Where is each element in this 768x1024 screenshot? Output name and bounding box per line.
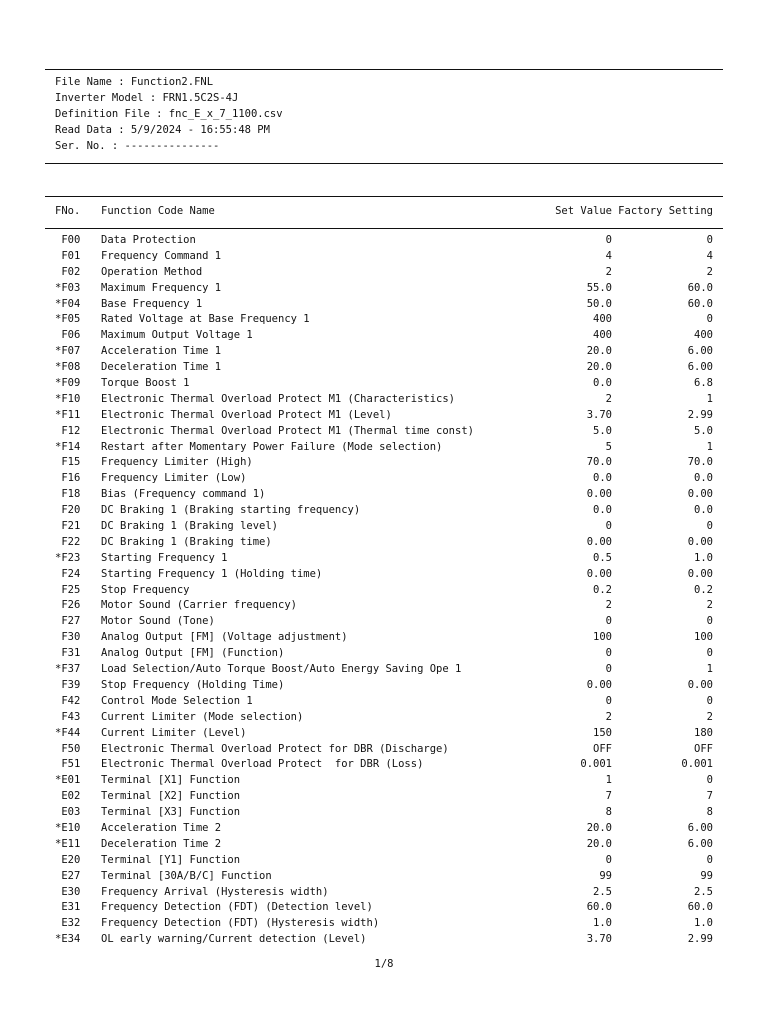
cell-function-name: Frequency Limiter (Low) bbox=[101, 472, 247, 485]
cell-factory-setting: 0.0 bbox=[694, 472, 713, 485]
cell-fno: *F09 bbox=[55, 377, 81, 390]
cell-set-value: 0 bbox=[605, 520, 612, 533]
cell-function-name: Analog Output [FM] (Voltage adjustment) bbox=[101, 631, 348, 644]
cell-function-name: Acceleration Time 1 bbox=[101, 345, 222, 358]
cell-fno: F42 bbox=[55, 694, 81, 707]
table-row bbox=[0, 344, 768, 360]
cell-function-name: Current Limiter (Mode selection) bbox=[101, 710, 304, 723]
cell-set-value: 150 bbox=[593, 726, 612, 739]
cell-fno: F31 bbox=[55, 647, 81, 660]
cell-set-value: 3.70 bbox=[586, 933, 612, 946]
cell-set-value: 0 bbox=[605, 647, 612, 660]
cell-function-name: DC Braking 1 (Braking time) bbox=[101, 535, 272, 548]
cell-factory-setting: 0 bbox=[706, 615, 713, 628]
cell-fno: F39 bbox=[55, 678, 81, 691]
table-row bbox=[0, 249, 768, 265]
table-row bbox=[0, 773, 768, 789]
cell-function-name: Restart after Momentary Power Failure (Mode selection) bbox=[101, 440, 443, 453]
file-name: File Name : Function2.FNL bbox=[55, 76, 214, 88]
cell-fno: F25 bbox=[55, 583, 81, 596]
cell-function-name: Torque Boost 1 bbox=[101, 377, 190, 390]
cell-fno: F43 bbox=[55, 710, 81, 723]
cell-set-value: 0 bbox=[605, 234, 612, 246]
cell-set-value: 20.0 bbox=[586, 361, 612, 374]
cell-function-name: Stop Frequency bbox=[101, 583, 190, 596]
cell-fno: F30 bbox=[55, 631, 81, 644]
table-row bbox=[0, 408, 768, 424]
cell-function-name: Electronic Thermal Overload Protect M1 (Level) bbox=[101, 408, 392, 421]
cell-factory-setting: 4 bbox=[706, 249, 713, 262]
cell-set-value: 0.00 bbox=[586, 488, 612, 501]
cell-fno: F02 bbox=[55, 265, 81, 278]
table-row bbox=[0, 312, 768, 328]
table-row bbox=[0, 789, 768, 805]
cell-factory-setting: 100 bbox=[694, 631, 713, 644]
table-row bbox=[0, 328, 768, 344]
cell-fno: E27 bbox=[55, 869, 81, 882]
table-row bbox=[0, 535, 768, 551]
cell-set-value: 3.70 bbox=[586, 408, 612, 421]
table-row bbox=[0, 551, 768, 567]
cell-function-name: Frequency Detection (FDT) (Detection level) bbox=[101, 901, 373, 914]
table-row bbox=[0, 455, 768, 471]
cell-set-value: 100 bbox=[593, 631, 612, 644]
table-row bbox=[0, 821, 768, 837]
cell-factory-setting: 70.0 bbox=[687, 456, 713, 469]
cell-fno: *F03 bbox=[55, 281, 81, 294]
cell-set-value: 0 bbox=[605, 663, 612, 676]
table-row bbox=[0, 471, 768, 487]
cell-factory-setting: 1 bbox=[706, 440, 713, 453]
table-row bbox=[0, 265, 768, 281]
cell-set-value: 4 bbox=[605, 249, 612, 262]
cell-factory-setting: 0.00 bbox=[687, 678, 713, 691]
cell-set-value: 0 bbox=[605, 853, 612, 866]
cell-fno: F50 bbox=[55, 742, 81, 755]
cell-function-name: Deceleration Time 2 bbox=[101, 837, 222, 850]
cell-factory-setting: 60.0 bbox=[687, 281, 713, 294]
cell-factory-setting: 6.8 bbox=[694, 377, 713, 390]
cell-fno: *F44 bbox=[55, 726, 81, 739]
table-row bbox=[0, 233, 768, 249]
cell-fno: F01 bbox=[55, 249, 81, 262]
cell-function-name: Electronic Thermal Overload Protect M1 (Characteristics) bbox=[101, 392, 456, 405]
cell-function-name: Load Selection/Auto Torque Boost/Auto Energy Saving Ope 1 bbox=[101, 663, 462, 676]
file-info-block bbox=[55, 75, 283, 154]
cell-factory-setting: 0 bbox=[706, 313, 713, 326]
cell-fno: *F23 bbox=[55, 551, 81, 564]
table-row bbox=[0, 424, 768, 440]
cell-function-name: Starting Frequency 1 (Holding time) bbox=[101, 567, 323, 580]
cell-set-value: 5 bbox=[605, 440, 612, 453]
cell-fno: *F37 bbox=[55, 663, 81, 676]
table-row bbox=[0, 662, 768, 678]
cell-fno: *F05 bbox=[55, 313, 81, 326]
cell-factory-setting: 2.5 bbox=[694, 885, 713, 898]
cell-fno: *E11 bbox=[55, 837, 81, 850]
cell-fno: F18 bbox=[55, 488, 81, 501]
cell-set-value: 2 bbox=[605, 599, 612, 612]
table-row bbox=[0, 726, 768, 742]
cell-set-value: 0.001 bbox=[580, 758, 612, 771]
table-row bbox=[0, 598, 768, 614]
cell-fno: F20 bbox=[55, 504, 81, 517]
table-row bbox=[0, 757, 768, 773]
cell-function-name: Frequency Limiter (High) bbox=[101, 456, 253, 469]
table-row bbox=[0, 885, 768, 901]
cell-set-value: 0.00 bbox=[586, 678, 612, 691]
cell-set-value: 1.0 bbox=[593, 917, 612, 930]
cell-factory-setting: OFF bbox=[694, 742, 713, 755]
cell-function-name: Deceleration Time 1 bbox=[101, 361, 222, 374]
read-data: Read Data : 5/9/2024 - 16:55:48 PM bbox=[55, 123, 270, 136]
table-row bbox=[0, 916, 768, 932]
table-row bbox=[0, 869, 768, 885]
table-row bbox=[0, 900, 768, 916]
cell-function-name: Electronic Thermal Overload Protect M1 (Thermal time const) bbox=[101, 424, 474, 437]
cell-fno: F06 bbox=[55, 329, 81, 342]
cell-factory-setting: 0 bbox=[706, 234, 713, 246]
cell-set-value: 5.0 bbox=[593, 424, 612, 437]
cell-factory-setting: 2 bbox=[706, 710, 713, 723]
cell-factory-setting: 6.00 bbox=[687, 821, 713, 834]
table-row bbox=[0, 281, 768, 297]
cell-factory-setting: 1 bbox=[706, 663, 713, 676]
cell-factory-setting: 0.0 bbox=[694, 504, 713, 517]
cell-set-value: 0.5 bbox=[593, 551, 612, 564]
cell-set-value: 400 bbox=[593, 329, 612, 342]
cell-function-name: Terminal [X3] Function bbox=[101, 806, 241, 819]
cell-function-name: Motor Sound (Carrier frequency) bbox=[101, 599, 297, 612]
cell-set-value: OFF bbox=[593, 742, 612, 755]
cell-factory-setting: 0 bbox=[706, 520, 713, 533]
cell-fno: *F10 bbox=[55, 392, 81, 405]
table-row bbox=[0, 932, 768, 948]
cell-factory-setting: 0 bbox=[706, 853, 713, 866]
cell-fno: *E10 bbox=[55, 821, 81, 834]
cell-function-name: Maximum Output Voltage 1 bbox=[101, 329, 253, 342]
cell-function-name: Bias (Frequency command 1) bbox=[101, 488, 266, 501]
page-number: 1/8 bbox=[374, 958, 394, 970]
cell-set-value: 60.0 bbox=[586, 901, 612, 914]
cell-fno: E02 bbox=[55, 790, 81, 803]
definition-file: Definition File : fnc_E_x_7_1100.csv bbox=[55, 107, 283, 120]
cell-factory-setting: 99 bbox=[700, 869, 713, 882]
cell-fno: *E34 bbox=[55, 933, 81, 946]
cell-fno: *F14 bbox=[55, 440, 81, 453]
cell-set-value: 0.00 bbox=[586, 535, 612, 548]
cell-set-value: 1 bbox=[605, 774, 612, 787]
cell-fno: *E01 bbox=[55, 774, 81, 787]
table-row bbox=[0, 853, 768, 869]
cell-function-name: DC Braking 1 (Braking starting frequency) bbox=[101, 504, 361, 517]
table-body bbox=[0, 233, 768, 948]
cell-function-name: Analog Output [FM] (Function) bbox=[101, 647, 285, 660]
table-row bbox=[0, 392, 768, 408]
cell-factory-setting: 60.0 bbox=[687, 901, 713, 914]
header-fno: FNo. bbox=[55, 205, 81, 217]
cell-factory-setting: 5.0 bbox=[694, 424, 713, 437]
cell-fno: *F07 bbox=[55, 345, 81, 358]
cell-set-value: 0.0 bbox=[593, 377, 612, 390]
cell-set-value: 2.5 bbox=[593, 885, 612, 898]
table-row bbox=[0, 646, 768, 662]
cell-factory-setting: 0.00 bbox=[687, 488, 713, 501]
cell-function-name: Rated Voltage at Base Frequency 1 bbox=[101, 313, 310, 326]
cell-function-name: Frequency Arrival (Hysteresis width) bbox=[101, 885, 329, 898]
cell-set-value: 55.0 bbox=[586, 281, 612, 294]
cell-fno: F51 bbox=[55, 758, 81, 771]
cell-fno: F21 bbox=[55, 520, 81, 533]
cell-function-name: DC Braking 1 (Braking level) bbox=[101, 520, 279, 533]
serial-number: Ser. No. : --------------- bbox=[55, 139, 220, 152]
cell-fno: E30 bbox=[55, 885, 81, 898]
cell-fno: F24 bbox=[55, 567, 81, 580]
table-top-rule bbox=[45, 196, 723, 197]
table-row bbox=[0, 583, 768, 599]
cell-function-name: OL early warning/Current detection (Level) bbox=[101, 933, 367, 946]
table-row bbox=[0, 742, 768, 758]
cell-function-name: Starting Frequency 1 bbox=[101, 551, 228, 564]
cell-factory-setting: 2 bbox=[706, 265, 713, 278]
header-set-value: Set Value bbox=[555, 205, 612, 217]
cell-function-name: Control Mode Selection 1 bbox=[101, 694, 253, 707]
cell-factory-setting: 0.00 bbox=[687, 535, 713, 548]
cell-set-value: 70.0 bbox=[586, 456, 612, 469]
cell-factory-setting: 180 bbox=[694, 726, 713, 739]
cell-set-value: 20.0 bbox=[586, 837, 612, 850]
cell-fno: E03 bbox=[55, 806, 81, 819]
cell-set-value: 99 bbox=[599, 869, 612, 882]
cell-set-value: 8 bbox=[605, 806, 612, 819]
cell-function-name: Terminal [X2] Function bbox=[101, 790, 241, 803]
table-row bbox=[0, 614, 768, 630]
cell-fno: *F11 bbox=[55, 408, 81, 421]
cell-function-name: Operation Method bbox=[101, 265, 203, 278]
cell-fno: F15 bbox=[55, 456, 81, 469]
table-row bbox=[0, 694, 768, 710]
cell-set-value: 0.2 bbox=[593, 583, 612, 596]
cell-fno: E32 bbox=[55, 917, 81, 930]
cell-factory-setting: 1 bbox=[706, 392, 713, 405]
cell-factory-setting: 400 bbox=[694, 329, 713, 342]
cell-function-name: Frequency Command 1 bbox=[101, 249, 222, 262]
cell-factory-setting: 0.00 bbox=[687, 567, 713, 580]
cell-factory-setting: 0.2 bbox=[694, 583, 713, 596]
cell-factory-setting: 0 bbox=[706, 694, 713, 707]
cell-function-name: Maximum Frequency 1 bbox=[101, 281, 222, 294]
cell-set-value: 2 bbox=[605, 265, 612, 278]
cell-factory-setting: 2.99 bbox=[687, 408, 713, 421]
cell-factory-setting: 0 bbox=[706, 647, 713, 660]
table-row bbox=[0, 360, 768, 376]
cell-function-name: Electronic Thermal Overload Protect for DBR (Discharge) bbox=[101, 742, 449, 755]
header-bottom-rule bbox=[45, 228, 723, 229]
table-row bbox=[0, 567, 768, 583]
info-bottom-rule bbox=[45, 163, 723, 164]
cell-set-value: 20.0 bbox=[586, 345, 612, 358]
cell-function-name: Motor Sound (Tone) bbox=[101, 615, 215, 628]
table-row bbox=[0, 630, 768, 646]
cell-factory-setting: 0 bbox=[706, 774, 713, 787]
cell-function-name: Acceleration Time 2 bbox=[101, 821, 222, 834]
cell-fno: F27 bbox=[55, 615, 81, 628]
table-row bbox=[0, 440, 768, 456]
cell-factory-setting: 6.00 bbox=[687, 361, 713, 374]
cell-set-value: 400 bbox=[593, 313, 612, 326]
cell-factory-setting: 1.0 bbox=[694, 551, 713, 564]
inverter-model: Inverter Model : FRN1.5C2S-4J bbox=[55, 91, 239, 104]
cell-set-value: 0.0 bbox=[593, 472, 612, 485]
table-row bbox=[0, 710, 768, 726]
table-row bbox=[0, 297, 768, 313]
table-row bbox=[0, 503, 768, 519]
cell-function-name: Electronic Thermal Overload Protect for DBR (Loss) bbox=[101, 758, 424, 771]
cell-fno: F16 bbox=[55, 472, 81, 485]
table-row bbox=[0, 678, 768, 694]
cell-factory-setting: 6.00 bbox=[687, 345, 713, 358]
cell-fno: E31 bbox=[55, 901, 81, 914]
cell-function-name: Terminal [30A/B/C] Function bbox=[101, 869, 272, 882]
cell-fno: F26 bbox=[55, 599, 81, 612]
cell-factory-setting: 2 bbox=[706, 599, 713, 612]
cell-function-name: Current Limiter (Level) bbox=[101, 726, 247, 739]
cell-set-value: 0 bbox=[605, 694, 612, 707]
table-row bbox=[0, 487, 768, 503]
cell-set-value: 2 bbox=[605, 392, 612, 405]
cell-factory-setting: 7 bbox=[706, 790, 713, 803]
cell-function-name: Terminal [Y1] Function bbox=[101, 853, 241, 866]
cell-function-name: Terminal [X1] Function bbox=[101, 774, 241, 787]
cell-factory-setting: 2.99 bbox=[687, 933, 713, 946]
header-function-code-name: Function Code Name bbox=[101, 205, 215, 217]
header-factory-setting: Factory Setting bbox=[618, 205, 713, 217]
cell-factory-setting: 60.0 bbox=[687, 297, 713, 310]
cell-fno: *F08 bbox=[55, 361, 81, 374]
cell-fno: F12 bbox=[55, 424, 81, 437]
cell-fno: F00 bbox=[55, 234, 81, 246]
cell-set-value: 50.0 bbox=[586, 297, 612, 310]
cell-fno: F22 bbox=[55, 535, 81, 548]
table-row bbox=[0, 519, 768, 535]
cell-fno: E20 bbox=[55, 853, 81, 866]
cell-function-name: Base Frequency 1 bbox=[101, 297, 203, 310]
cell-function-name: Frequency Detection (FDT) (Hysteresis width) bbox=[101, 917, 380, 930]
table-row bbox=[0, 805, 768, 821]
cell-factory-setting: 6.00 bbox=[687, 837, 713, 850]
cell-set-value: 2 bbox=[605, 710, 612, 723]
cell-set-value: 0.0 bbox=[593, 504, 612, 517]
cell-fno: *F04 bbox=[55, 297, 81, 310]
cell-factory-setting: 0.001 bbox=[681, 758, 713, 771]
table-row bbox=[0, 376, 768, 392]
cell-function-name: Data Protection bbox=[101, 234, 196, 246]
cell-set-value: 0.00 bbox=[586, 567, 612, 580]
cell-factory-setting: 1.0 bbox=[694, 917, 713, 930]
table-row bbox=[0, 837, 768, 853]
cell-set-value: 20.0 bbox=[586, 821, 612, 834]
cell-function-name: Stop Frequency (Holding Time) bbox=[101, 678, 285, 691]
cell-factory-setting: 8 bbox=[706, 806, 713, 819]
cell-set-value: 0 bbox=[605, 615, 612, 628]
top-rule bbox=[45, 69, 723, 70]
cell-set-value: 7 bbox=[605, 790, 612, 803]
